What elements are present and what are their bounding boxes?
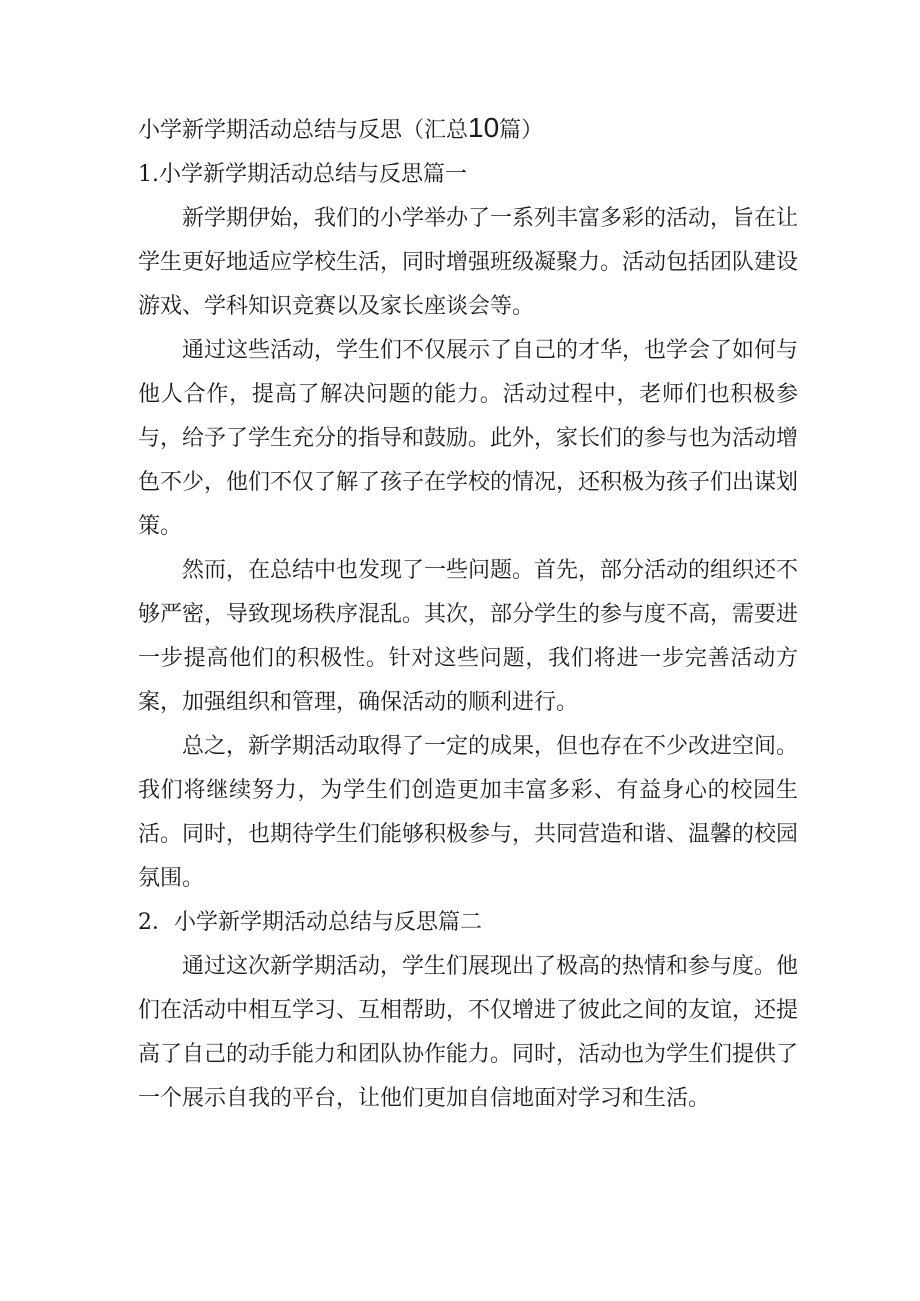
- section-heading: 2．小学新学期活动总结与反思篇二: [138, 910, 482, 935]
- paragraph: 总之，新学期活动取得了一定的成果，但也存在不少改进空间。我们将继续努力，为学生们创造更加丰富多彩、有益身心的校园生活。同时，也期待学生们能够积极参与，共同营造和谐、温馨的校园氛围。: [138, 734, 799, 891]
- paragraph: 通过这些活动，学生们不仅展示了自己的才华，也学会了如何与他人合作，提高了解决问题的能力。活动过程中，老师们也积极参与，给予了学生充分的指导和鼓励。此外，家长们的参与也为活动增色不少，他们不仅了解了孩子在学校的情况，还积极为孩子们出谋划策。: [138, 338, 799, 539]
- section-heading: 1.小学新学期活动总结与反思篇一: [138, 162, 467, 187]
- title-suffix: 篇）: [499, 118, 544, 143]
- document-title: [138, 106, 798, 153]
- section-2: [138, 901, 798, 1121]
- paragraph: 新学期伊始，我们的小学举办了一系列丰富多彩的活动，旨在让学生更好地适应学校生活，同时增强班级凝聚力。活动包括团队建设游戏、学科知识竞赛以及家长座谈会等。: [138, 206, 799, 319]
- document-page: [138, 106, 798, 1121]
- title-prefix: 小学新学期活动总结与反思（汇总: [138, 118, 469, 143]
- section-1: [138, 153, 798, 901]
- paragraph: 通过这次新学期活动，学生们展现出了极高的热情和参与度。他们在活动中相互学习、互相帮助，不仅增进了彼此之间的友谊，还提高了自己的动手能力和团队协作能力。同时，活动也为学生们提供了一个展示自我的平台，让他们更加自信地面对学习和生活。: [138, 954, 799, 1111]
- title-number: 10: [468, 112, 500, 143]
- paragraph: 然而，在总结中也发现了一些问题。首先，部分活动的组织还不够严密，导致现场秩序混乱。其次，部分学生的参与度不高，需要进一步提高他们的积极性。针对这些问题，我们将进一步完善活动方案，加强组织和管理，确保活动的顺利进行。: [138, 558, 799, 715]
